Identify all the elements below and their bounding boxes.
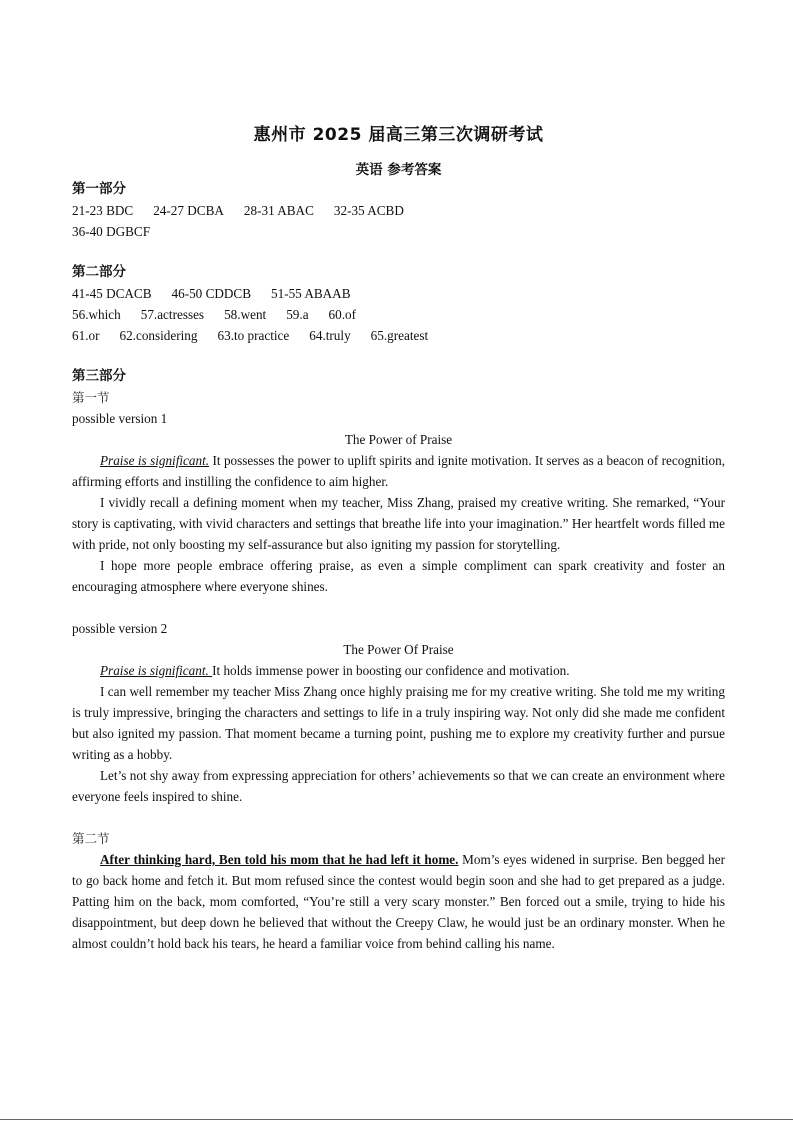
part2-line-3 (72, 325, 725, 346)
section1-label: 第一节 (72, 390, 110, 405)
version1-title: The Power of Praise (344, 432, 453, 447)
part1-heading: 第一部分 (72, 181, 126, 197)
answer-item: 62.considering (119, 328, 198, 343)
answer-group: 46-50 CDDCB (171, 286, 251, 301)
version1-paragraph-2: I vividly recall a defining moment when my teacher, Miss Zhang, praised my creative writing. She remarked, “Your story is captivating, with vivid characters and settings that breathe life into your imagination.” Her heartfelt words filled me with pride, not only boosting my self-assurance but also igniting my passion for storytelling. (72, 495, 725, 552)
topic-sentence: Praise is significant. (100, 453, 210, 468)
answer-group: 24-27 DCBA (153, 203, 224, 218)
section2-paragraph (72, 849, 725, 954)
version2-paragraph-3: Let’s not shy away from expressing appreciation for others’ achievements so that we can create an environment where everyone feels inspired to shine. (72, 768, 725, 804)
answer-item: 63.to practice (217, 328, 290, 343)
answer-item: 64.truly (309, 328, 351, 343)
answer-item: 57.actresses (140, 307, 205, 322)
version1-paragraph-3: I hope more people embrace offering praise, as even a simple compliment can spark creativity and foster an encouraging atmosphere where everyone shines. (72, 558, 725, 594)
answer-item: 60.of (328, 307, 357, 322)
version1-paragraph-1 (72, 450, 725, 492)
answer-group: 51-55 ABAAB (271, 286, 351, 301)
answer-item: 58.went (224, 307, 267, 322)
answer-body (72, 179, 725, 954)
given-first-sentence: After thinking hard, Ben told his mom that he had left it home. (100, 852, 459, 867)
topic-sentence: Praise is significant. (100, 663, 213, 678)
paragraph-text: Mom’s eyes widened in surprise. Ben begged her to go back home and fetch it. But mom refused since the contest would begin soon and she had to get prepared as a judge. Patting him on the back, mom comforted, “You’re still a very scary monster.” Ben forced out a smile, trying to hide his disappointment, but deep down he believed that without the Creepy Claw, he would just be an ordinary monster. When he almost couldn’t hold back his tears, he heard a familiar voice from behind calling his name. (72, 852, 725, 951)
answer-group: 28-31 ABAC (243, 203, 314, 218)
version2-title: The Power Of Praise (343, 642, 454, 657)
part2-line-1 (72, 283, 725, 304)
paragraph-text: It holds immense power in boosting our confidence and motivation. (212, 663, 570, 678)
page-subtitle: 英语 参考答案 (355, 162, 442, 178)
part1-line-1 (72, 200, 725, 221)
page-title: 惠州市 2025 届高三第三次调研考试 (253, 125, 544, 145)
version2-paragraph-1 (72, 660, 725, 681)
answer-item: 61.or (72, 328, 100, 343)
answer-group: 21-23 BDC (72, 203, 134, 218)
answer-item: 56.which (72, 307, 121, 322)
answer-group: 41-45 DCACB (72, 286, 152, 301)
answer-item: 65.greatest (370, 328, 429, 343)
version2-paragraph-2: I can well remember my teacher Miss Zhang once highly praising me for my creative writing. She told me my writing is truly impressive, bringing the characters and settings to life in a truly inspiring way. Not only did she made me confident but also ignited my passion. That moment became a turning point, pushing me to explore my creativity further and pursue writing as a hobby. (72, 684, 725, 762)
part1-line-2 (72, 221, 725, 242)
version1-label: possible version 1 (72, 411, 168, 426)
part2-line-2 (72, 304, 725, 325)
version2-label: possible version 2 (72, 621, 168, 636)
paragraph-text: It possesses the power to uplift spirits and ignite motivation. It serves as a beacon of recognition, affirming efforts and instilling the confidence to aim higher. (72, 453, 725, 489)
answer-group: 36-40 DGBCF (72, 224, 151, 239)
part3-heading: 第三部分 (72, 368, 126, 384)
part2-heading: 第二部分 (72, 264, 126, 280)
answer-item: 59.a (286, 307, 309, 322)
page-bottom-rule (0, 1119, 793, 1120)
answer-group: 32-35 ACBD (333, 203, 404, 218)
section2-label: 第二节 (72, 831, 110, 846)
